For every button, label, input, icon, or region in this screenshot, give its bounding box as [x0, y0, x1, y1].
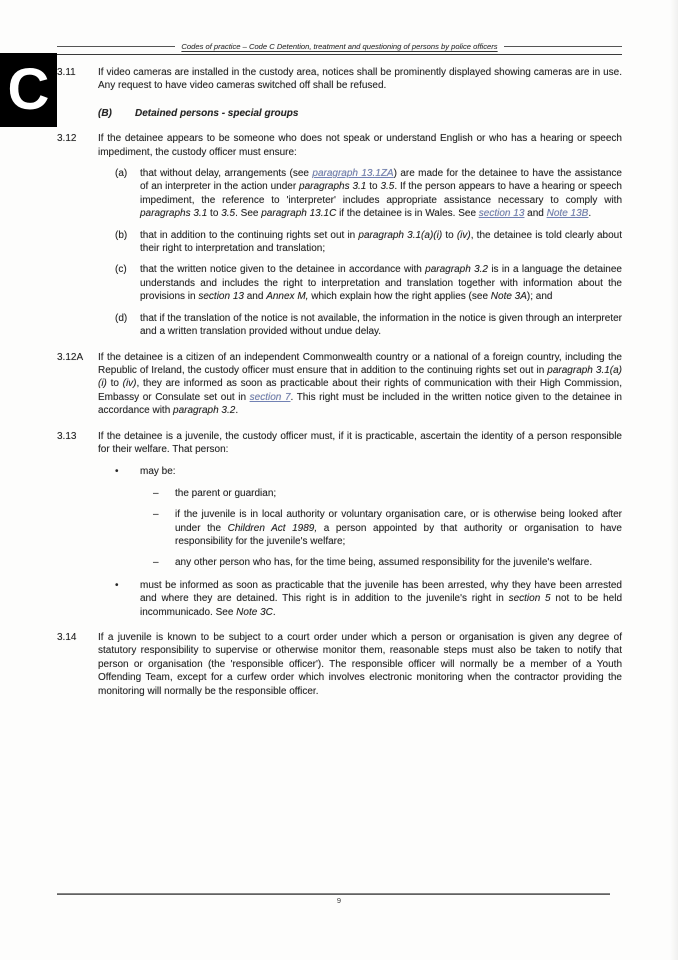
running-header: Codes of practice – Code C Detention, treatment and questioning of persons by police officers [181, 42, 498, 51]
block-marker: – [153, 557, 159, 569]
block-text: If the detainee is a juvenile, the custody officer must, if it is practicable, ascertain the identity of a person responsible for their welfare. That person: [98, 430, 622, 455]
block-text: must be informed as soon as practicable that the juvenile has been arrested, why they have been arrested and where they are detained. This right is in addition to the juvenile's right in section 5 not to be held incommunicado. See Note 3C. [140, 579, 623, 618]
block-marker: • [115, 466, 119, 478]
document-body [57, 62, 622, 698]
block-marker: (B) [98, 107, 112, 119]
section-tab-c [0, 53, 57, 127]
block-text: if the juvenile is in local authority or voluntary organisation care, or is otherwise being looked after under the Children Act 1989, a person appointed by that authority or organisation to have responsibility for the juvenile's welfare; [175, 509, 622, 547]
block-text: that without delay, arrangements (see paragraph 13.1ZA) are made for the detainee to have the assistance of an interpreter in the action under paragraphs 3.1 to 3.5. If the person appears to have a hearing or speech impediment, the reference to 'interpreter' includes appropriate assistance necessary to comply with paragraphs 3.1 to 3.5. See paragraph 13.1C if the detainee is in Wales. See section 13 and Note 13B. [140, 168, 622, 220]
block-marker: • [115, 579, 119, 591]
page-header [57, 42, 622, 55]
block-marker: (d) [115, 312, 128, 324]
block-text: Detained persons - special groups [135, 107, 299, 119]
block-text: that if the translation of the notice is not available, the information in the notice is given through an interpreter and a written translation provided without undue delay. [140, 312, 622, 338]
text-block [57, 312, 622, 339]
text-block [57, 508, 622, 548]
cross-reference-link[interactable]: section 13 [478, 208, 525, 220]
section-heading [57, 107, 622, 120]
block-text: may be: [140, 466, 176, 478]
block-text: the parent or guardian; [175, 487, 277, 499]
block-marker: 3.12 [57, 133, 77, 145]
text-block [57, 631, 622, 698]
block-text: If the detainee is a citizen of an independent Commonwealth country or a national of a foreign country, including the Republic of Ireland, the custody officer must ensure that in addition to the continuing rights set out in paragraph 3.1(a)(i) to (iv), they are informed as soon as practicable about their rights of communication with their High Commission, Embassy or Consulate set out in section 7. This right must be included in the written notice given to the detainee in accordance with paragraph 3.2. [98, 351, 623, 417]
block-text: If the detainee appears to be someone who does not speak or understand English or who has a hearing or speech impediment, the custody officer must ensure: [98, 133, 622, 158]
cross-reference-link[interactable]: Note 13B [546, 208, 589, 220]
block-marker: (a) [115, 168, 128, 180]
block-text: that the written notice given to the detainee in accordance with paragraph 3.2 is in a language the detainee understands and includes the right to interpretation and translation together with information about the provisions in section 13 and Annex M, which explain how the right applies (see Note 3A); and [140, 264, 622, 303]
block-marker: 3.12A [57, 351, 84, 363]
header-rule-left [57, 46, 175, 47]
block-text: any other person who has, for the time being, assumed responsibility for the juvenile's welfare. [175, 557, 593, 569]
block-marker: – [153, 509, 159, 521]
header-rule-right [504, 46, 622, 47]
text-block [57, 167, 622, 221]
text-block [57, 229, 622, 256]
footer-rule [57, 893, 610, 895]
text-block [57, 132, 622, 159]
text-block [57, 465, 622, 478]
cross-reference-link[interactable]: section 7 [249, 391, 291, 403]
text-block [57, 263, 622, 303]
block-text: that in addition to the continuing rights set out in paragraph 3.1(a)(i) to (iv), the detainee is told clearly about their right to interpretation and translation; [140, 229, 623, 255]
block-text: If video cameras are installed in the custody area, notices shall be prominently displayed showing cameras are in use. Any request to have video cameras switched off shall be refused. [98, 67, 622, 92]
block-text: If a juvenile is known to be subject to a court order under which a person or organisation is given any degree of statutory responsibility to supervise or otherwise monitor them, reasonable steps must also be taken to notify that person or organisation (the 'responsible officer'). The responsible officer will normally be a member of a Youth Offending Team, except for a curfew order which involves electronic monitoring when the contractor providing the monitoring will normally be the responsible officer. [98, 632, 622, 697]
text-block [57, 430, 622, 457]
page-number: 9 [336, 896, 342, 905]
block-marker: (b) [115, 229, 128, 241]
block-marker: 3.13 [57, 430, 77, 442]
block-marker: (c) [115, 264, 127, 276]
text-block [57, 66, 622, 93]
section-tab-letter: C [7, 57, 50, 122]
text-block [57, 556, 622, 569]
text-block [57, 579, 622, 619]
cross-reference-link[interactable]: paragraph 13.1ZA [312, 168, 394, 180]
block-marker: – [153, 487, 159, 499]
text-block [57, 487, 622, 500]
block-marker: 3.14 [57, 632, 77, 643]
block-marker: 3.11 [57, 67, 76, 78]
text-block [57, 351, 622, 418]
